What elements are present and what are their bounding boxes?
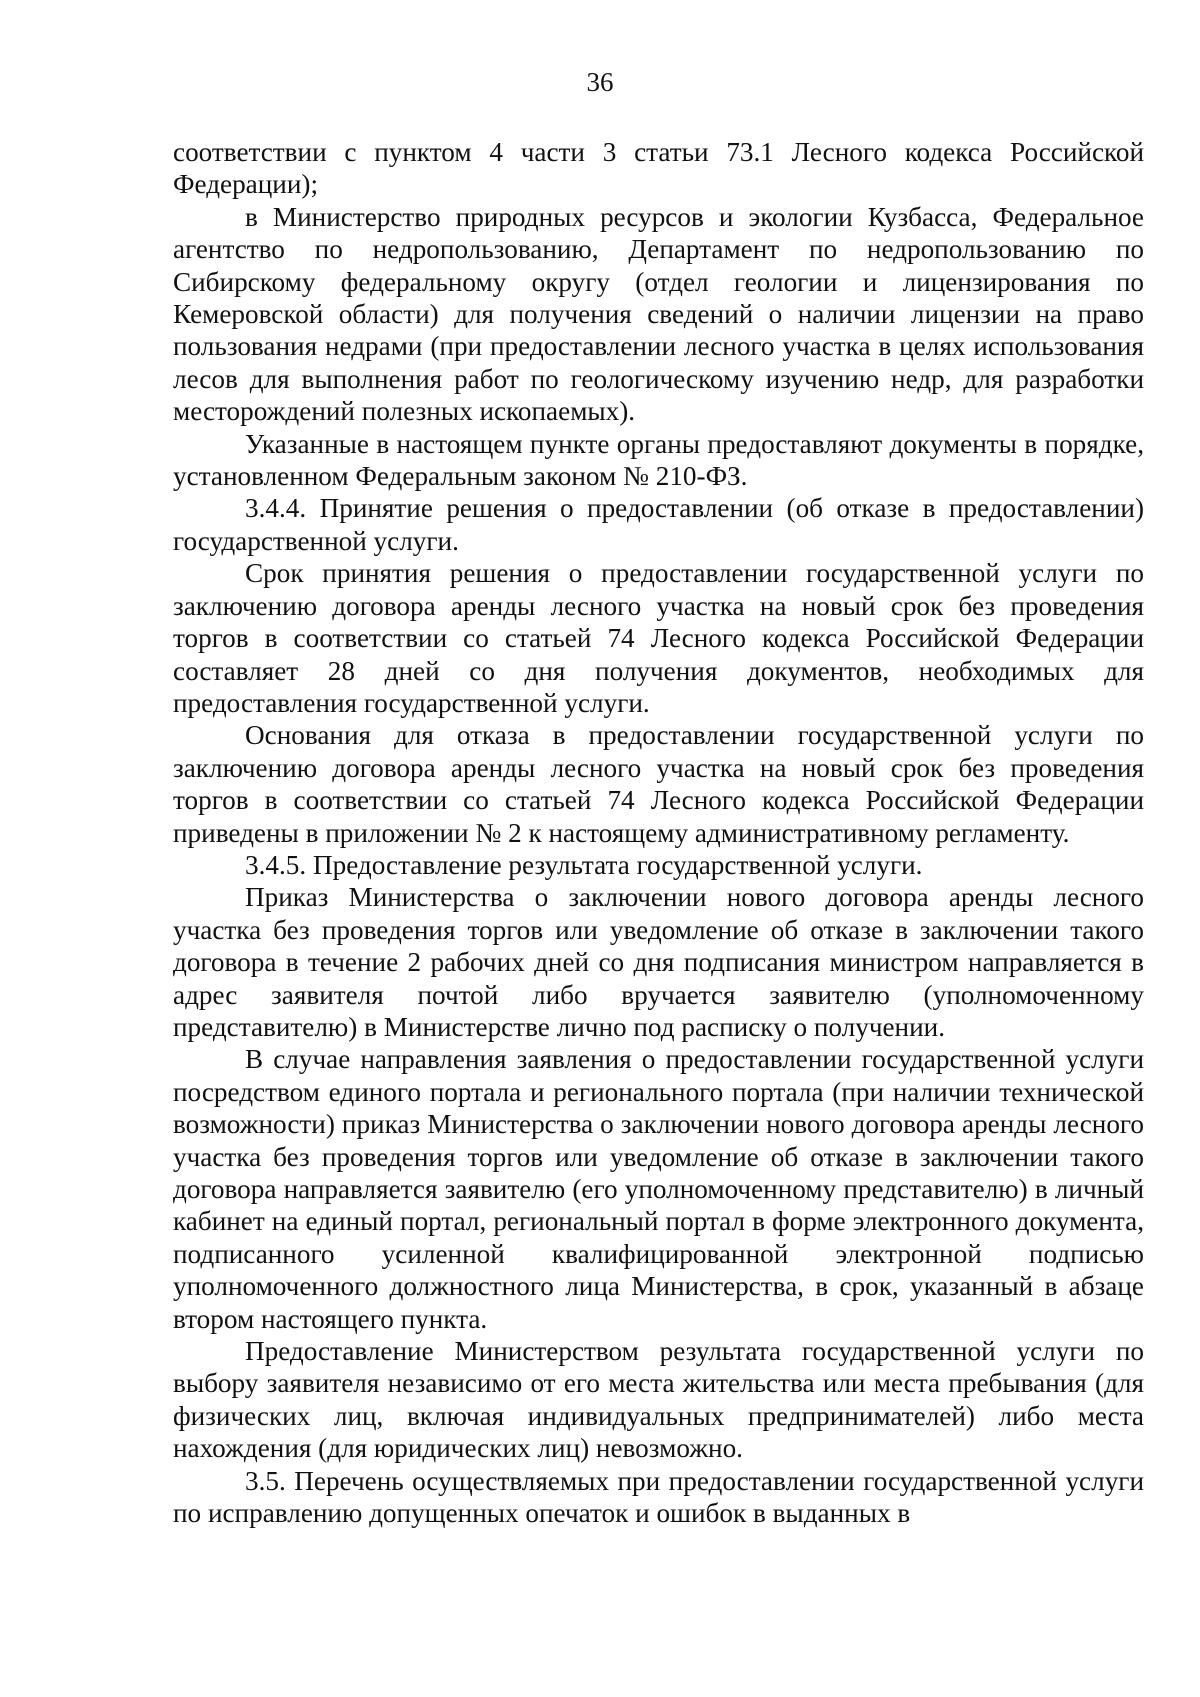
paragraph-portal-delivery: В случае направления заявления о предоставлении государственной услуги посредством единого портала и регионального портала (при наличии технической возможности) приказ Министерства о заключении нового договора аренды лесного участка без проведения торгов или уведомление об отказе в заключении такого договора направляется заявителю (его уполномоченному представителю) в личный кабинет на единый портал, региональный портал в форме электронного документа, подписанного усиленной квалифицированной электронной подписью уполномоченного должностного лица Министерства, в срок, указанный в абзаце втором настоящего пункта.	[173, 1044, 1144, 1334]
paragraph-refusal-grounds: Основания для отказа в предоставлении государственной услуги по заключению договора аренды лесного участка на новый срок без проведения торгов в соответствии со статьей 74 Лесного кодекса Российской Федерации приведены в приложении № 2 к настоящему административному регламенту.	[173, 720, 1144, 848]
paragraph-section-3-4-5: 3.4.5. Предоставление результата государственной услуги.	[245, 849, 923, 880]
paragraph-section-3-4-4: 3.4.4. Принятие решения о предоставлении (об отказе в предоставлении) государственной услуги.	[173, 493, 1144, 556]
paragraph-order-delivery: Приказ Министерства о заключении нового договора аренды лесного участка без проведения торгов или уведомление об отказе в заключении такого договора в течение 2 рабочих дней со дня подписания министром направляется в адрес заявителя почтой либо вручается заявителю (уполномоченному представителю) в Министерстве лично под расписку о получении.	[173, 882, 1144, 1042]
paragraph-decision-term: Срок принятия решения о предоставлении государственной услуги по заключению договора аренды лесного участка на новый срок без проведения торгов в соответствии со статьей 74 Лесного кодекса Российской Федерации составляет 28 дней со дня получения документов, необходимых для предоставления государственной услуги.	[173, 558, 1144, 718]
paragraph-authorities-provide: Указанные в настоящем пункте органы предоставляют документы в порядке, установленном Федеральным законом № 210-ФЗ.	[173, 428, 1144, 492]
paragraph-section-3-5: 3.5. Перечень осуществляемых при предоставлении государственной услуги по исправлению допущенных опечаток и ошибок в выданных в	[173, 1465, 1144, 1529]
page-number: 36	[586, 67, 614, 97]
paragraph-ministry-requests: в Министерство природных ресурсов и экологии Кузбасса, Федеральное агентство по недропользованию, Департамент по недропользованию по Сибирскому федеральному округу (отдел геологии и лицензирования по Кемеровской области) для получения сведений о наличии лицензии на право пользования недрами (при предоставлении лесного участка в целях использования лесов для выполнения работ по геологическому изучению недр, для разработки месторождений полезных ископаемых).	[173, 201, 1144, 427]
paragraph-continuation: соответствии с пунктом 4 части 3 статьи 73.1 Лесного кодекса Российской Федерации);	[173, 137, 1144, 200]
document-body	[173, 136, 1144, 1529]
paragraph-extraterritorial: Предоставление Министерством результата государственной услуги по выбору заявителя независимо от его места жительства или места пребывания (для физических лиц, включая индивидуальных предпринимателей) либо места нахождения (для юридических лиц) невозможно.	[173, 1336, 1144, 1464]
